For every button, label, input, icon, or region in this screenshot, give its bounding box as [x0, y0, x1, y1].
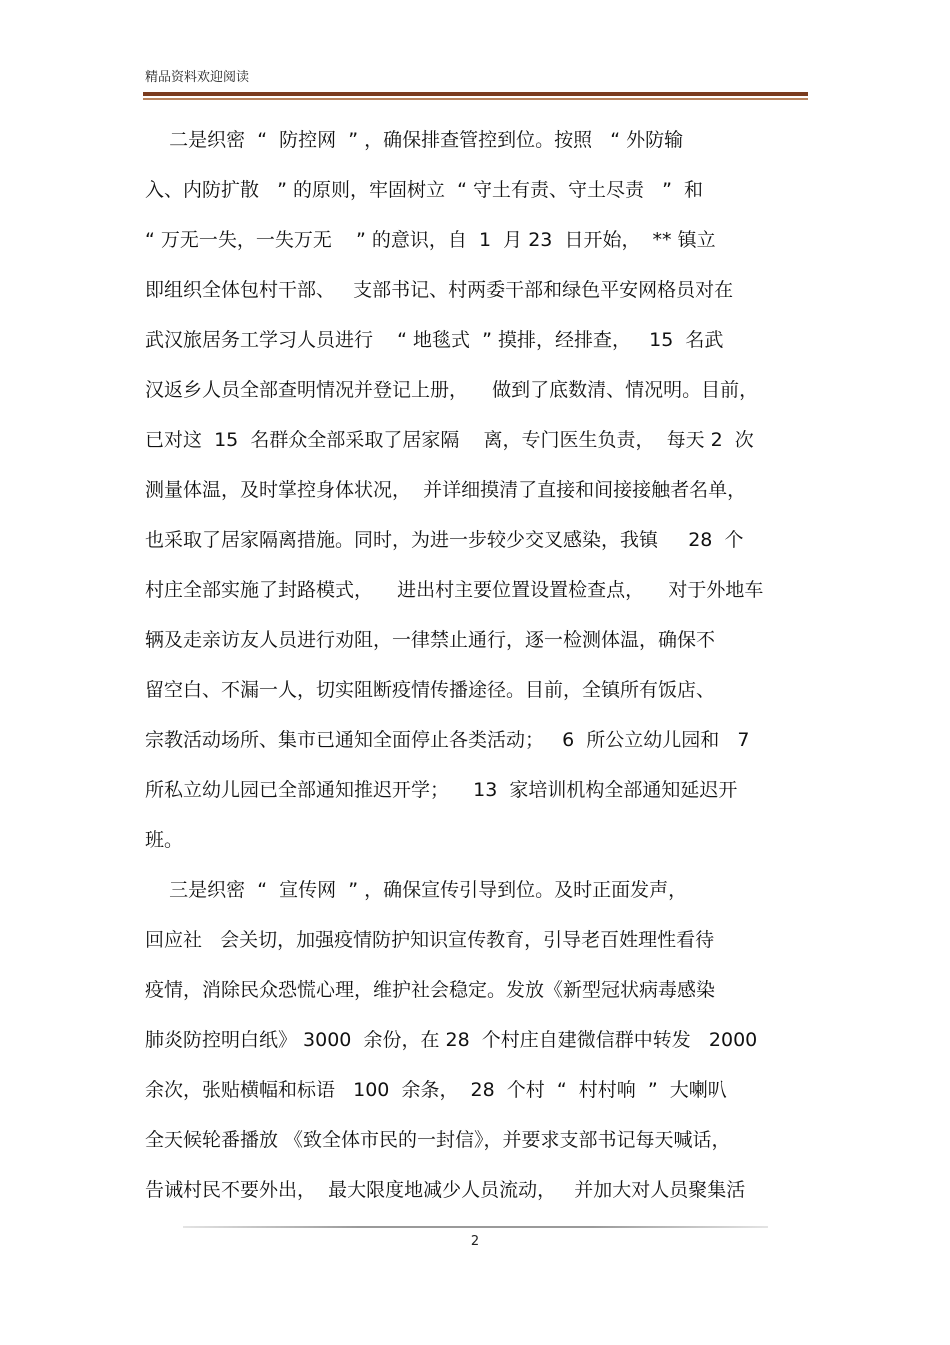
document-body	[145, 118, 813, 1218]
text-line: 入、内防扩散 ” 的原则，牢固树立 “ 守土有责、守土尽责 ” 和	[145, 179, 704, 201]
text-line: 回应社 会关切，加强疫情防护知识宣传教育，引导老百姓理性看待	[145, 929, 715, 951]
text-line: 辆及走亲访友人员进行劝阻，一律禁止通行，逐一检测体温，确保不	[145, 629, 716, 651]
page-number: 2	[470, 1234, 480, 1249]
text-line: 村庄全部实施了封路模式， 进出村主要位置设置检查点， 对于外地车	[145, 579, 764, 601]
text-line: 班。	[145, 829, 184, 851]
text-line: 告诫村民不要外出， 最大限度地减少人员流动， 并加大对人员聚集活	[145, 1179, 746, 1201]
text-line: 二是织密 “ 防控网 ” ，确保排查管控到位。按照 “ 外防输	[145, 129, 684, 151]
text-line: 宗教活动场所、集市已通知全面停止各类活动； 6 所公立幼儿园和 7	[145, 729, 750, 751]
text-line: “ 万无一失，一失万无 ” 的意识，自 1 月 23 日开始， ** 镇立	[145, 229, 716, 251]
text-line: 汉返乡人员全部查明情况并登记上册， 做到了底数清、情况明。目前，	[145, 379, 759, 401]
text-line: 也采取了居家隔离措施。同时，为进一步较少交叉感染，我镇 28 个	[145, 529, 744, 551]
page-header-text: 精品资料欢迎阅读	[145, 70, 250, 85]
text-line: 三是织密 “ 宣传网 ” ，确保宣传引导到位。及时正面发声，	[145, 879, 688, 901]
text-line: 所私立幼儿园已全部通知推迟开学； 13 家培训机构全部通知延迟开	[145, 779, 738, 801]
header-rule-thick	[143, 92, 808, 96]
footer-rule	[183, 1226, 768, 1228]
text-line: 即组织全体包村干部、 支部书记、村两委干部和绿色平安网格员对在	[145, 279, 734, 301]
text-line: 肺炎防控明白纸》 3000 余份，在 28 个村庄自建微信群中转发 2000	[145, 1029, 758, 1051]
text-line: 武汉旅居务工学习人员进行 “ 地毯式 ” 摸排，经排查， 15 名武	[145, 329, 724, 351]
text-line: 测量体温，及时掌控身体状况， 并详细摸清了直接和间接接触者名单，	[145, 479, 747, 501]
text-line: 余次，张贴横幅和标语 100 余条， 28 个村 “ 村村响 ” 大喇叭	[145, 1079, 727, 1101]
text-line: 疫情，消除民众恐慌心理，维护社会稳定。发放《新型冠状病毒感染	[145, 979, 716, 1001]
header-rule-thin	[143, 98, 808, 100]
text-line: 留空白、不漏一人，切实阻断疫情传播途径。目前，全镇所有饭店、	[145, 679, 716, 701]
text-line: 已对这 15 名群众全部采取了居家隔 离，专门医生负责， 每天 2 次	[145, 429, 754, 451]
text-line: 全天候轮番播放 《致全体市民的一封信》，并要求支部书记每天喊话，	[145, 1129, 731, 1151]
